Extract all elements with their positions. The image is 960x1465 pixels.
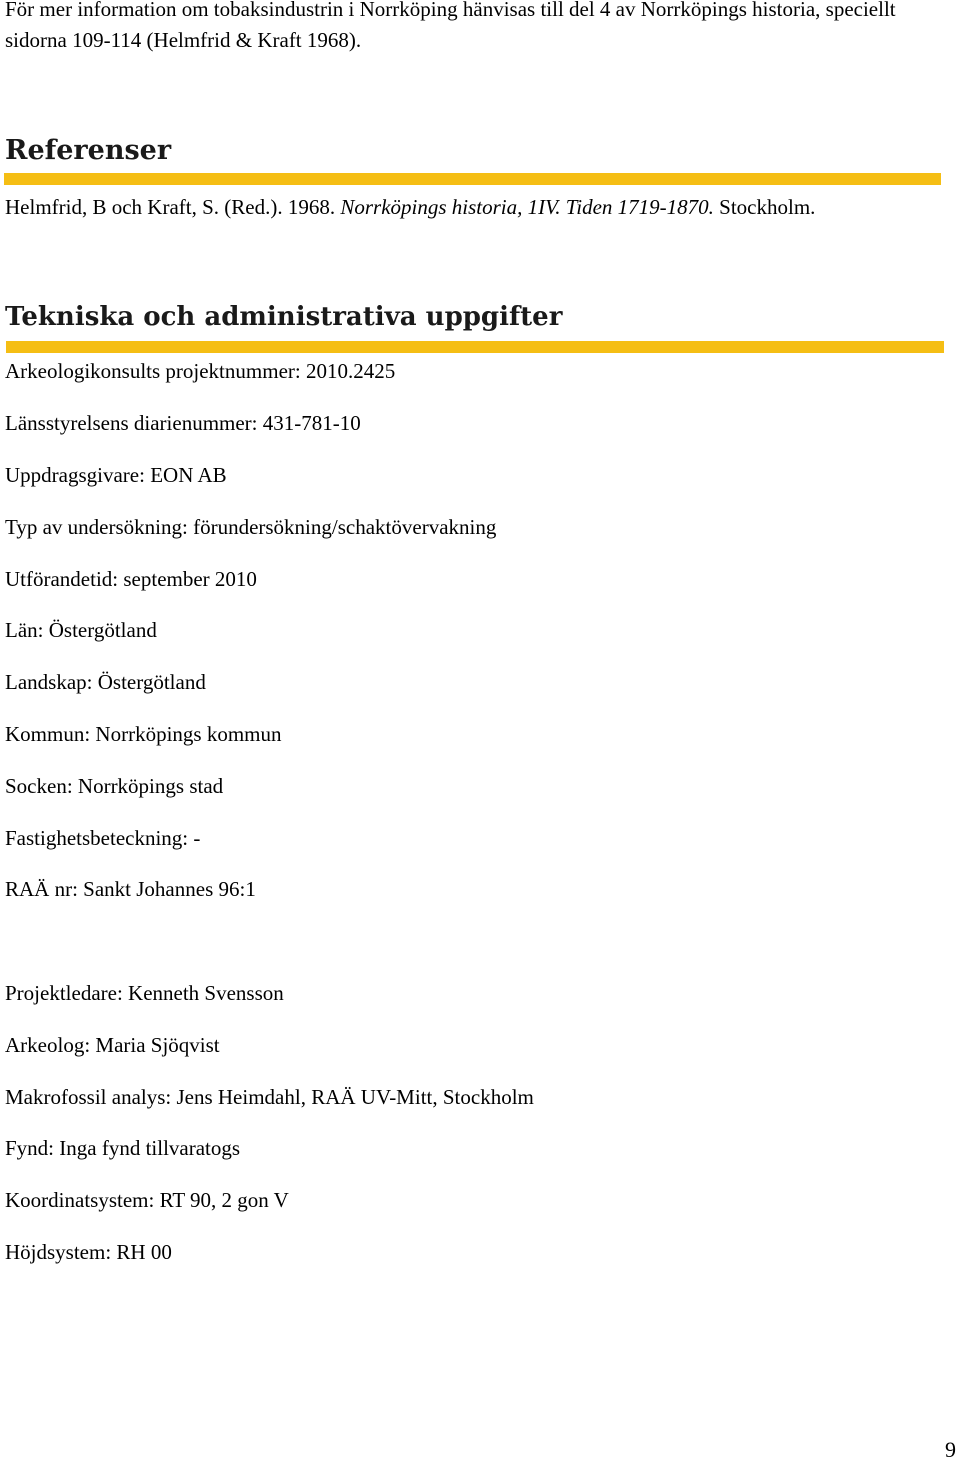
fact-county: Län: Östergötland (5, 618, 157, 642)
reference-place: Stockholm. (713, 195, 816, 219)
reference-authors: Helmfrid, B och Kraft, S. (Red.). 1968. (5, 195, 341, 219)
fact-coordinate-system: Koordinatsystem: RT 90, 2 gon V (5, 1188, 289, 1212)
fact-client: Uppdragsgivare: EON AB (5, 463, 227, 487)
references-heading-rule (4, 173, 941, 185)
fact-project-leader: Projektledare: Kenneth Svensson (5, 981, 284, 1005)
references-heading: Referenser (5, 135, 172, 166)
fact-diary-number: Länsstyrelsens diarienummer: 431-781-10 (5, 411, 361, 435)
reference-title: Norrköpings historia, 1IV. Tiden 1719-1870. (340, 195, 714, 219)
intro-paragraph: För mer information om tobaksindustrin i Norrköping hänvisas till del 4 av Norrköpings historia, speciellt sidorna 109-114 (Helmfrid & Kraft 1968). (5, 0, 896, 52)
page-number: 9 (945, 1437, 956, 1462)
fact-finds: Fynd: Inga fynd tillvaratogs (5, 1136, 241, 1160)
technical-heading-rule (6, 341, 944, 353)
fact-project-number: Arkeologikonsults projektnummer: 2010.2425 (5, 359, 396, 383)
fact-property-designation: Fastighetsbeteckning: - (5, 826, 201, 850)
fact-macrofossil-analysis: Makrofossil analys: Jens Heimdahl, RAÄ UV-Mitt, Stockholm (5, 1085, 534, 1109)
fact-municipality: Kommun: Norrköpings kommun (5, 722, 282, 746)
fact-execution-time: Utförandetid: september 2010 (5, 567, 257, 591)
fact-survey-type: Typ av undersökning: förundersökning/schaktövervakning (5, 515, 497, 539)
fact-raa-number: RAÄ nr: Sankt Johannes 96:1 (5, 877, 256, 901)
fact-parish: Socken: Norrköpings stad (5, 774, 224, 798)
reference-entry (5, 192, 815, 222)
fact-height-system: Höjdsystem: RH 00 (5, 1240, 172, 1264)
fact-province: Landskap: Östergötland (5, 670, 206, 694)
technical-heading: Tekniska och administrativa uppgifter (5, 302, 563, 332)
fact-archaeologist: Arkeolog: Maria Sjöqvist (5, 1033, 220, 1057)
